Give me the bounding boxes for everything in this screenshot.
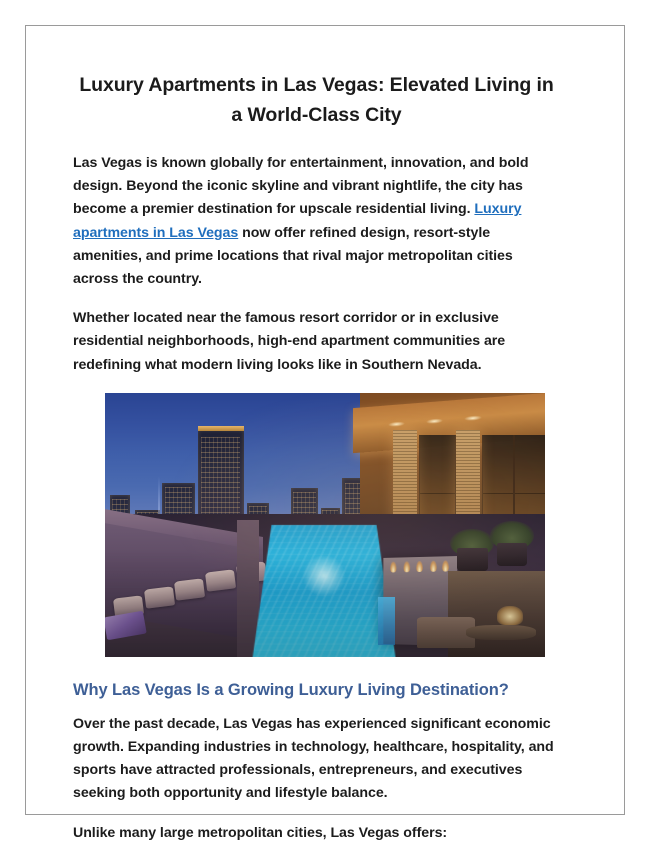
flame: [442, 560, 449, 572]
flame: [391, 561, 397, 572]
blue-light-panel: [378, 597, 396, 645]
ceiling-light: [464, 415, 481, 421]
paragraph-offers-lead-in: Unlike many large metropolitan cities, Las Vegas offers:: [73, 824, 448, 841]
page-title: Luxury Apartments in Las Vegas: Elevated Living in a World-Class City: [79, 74, 554, 126]
ceiling-light: [387, 421, 404, 427]
planter-pot: [457, 548, 488, 571]
pool-underwater-light: [302, 555, 346, 597]
sofa-cushion: [144, 587, 175, 609]
accent-pillow: [105, 611, 146, 640]
sofa-cushion: [205, 570, 236, 592]
image-block: [73, 393, 560, 657]
ceiling-light: [426, 418, 443, 424]
paragraph-intro: [73, 152, 560, 291]
paragraph-economic-growth: Over the past decade, Las Vegas has experienced significant economic growth. Expanding industries in technology, healthcare, hospitality, and sports have attracted professionals, entrepreneurs, and executives seeking both opportunity and lifestyle balance.: [73, 715, 554, 802]
section-heading-why-las-vegas: Why Las Vegas Is a Growing Luxury Living Destination?: [73, 680, 509, 699]
paragraph-locations: Whether located near the famous resort corridor or in exclusive residential neighborhoods, high-end apartment communities are redefining what modern living looks like in Southern Nevada.: [73, 310, 506, 373]
document-content: [73, 70, 560, 841]
swimming-pool: [248, 525, 397, 657]
planter-pot: [497, 543, 528, 566]
skyline-tower-crown: [198, 426, 244, 431]
paragraph-intro-text-before-link: Las Vegas is known globally for entertainment, innovation, and bold design. Beyond the iconic skyline and vibrant nightlife, the city has become a premier destination for upscale residential living.: [73, 155, 529, 218]
table-lantern: [497, 606, 523, 626]
image-rooftop-deck: [105, 514, 545, 657]
rooftop-pool-image: [105, 393, 545, 657]
sofa-cushion: [174, 578, 205, 600]
flame: [417, 560, 424, 572]
luxury-apartments-link[interactable]: Luxury apartments in Las Vegas: [73, 201, 522, 241]
flame: [404, 561, 411, 573]
side-table: [466, 625, 536, 639]
flame: [430, 560, 437, 572]
paragraph-intro-text-after-link: now offer refined design, resort-style amenities, and prime locations that rival major metropolitan cities across the country.: [73, 224, 513, 288]
